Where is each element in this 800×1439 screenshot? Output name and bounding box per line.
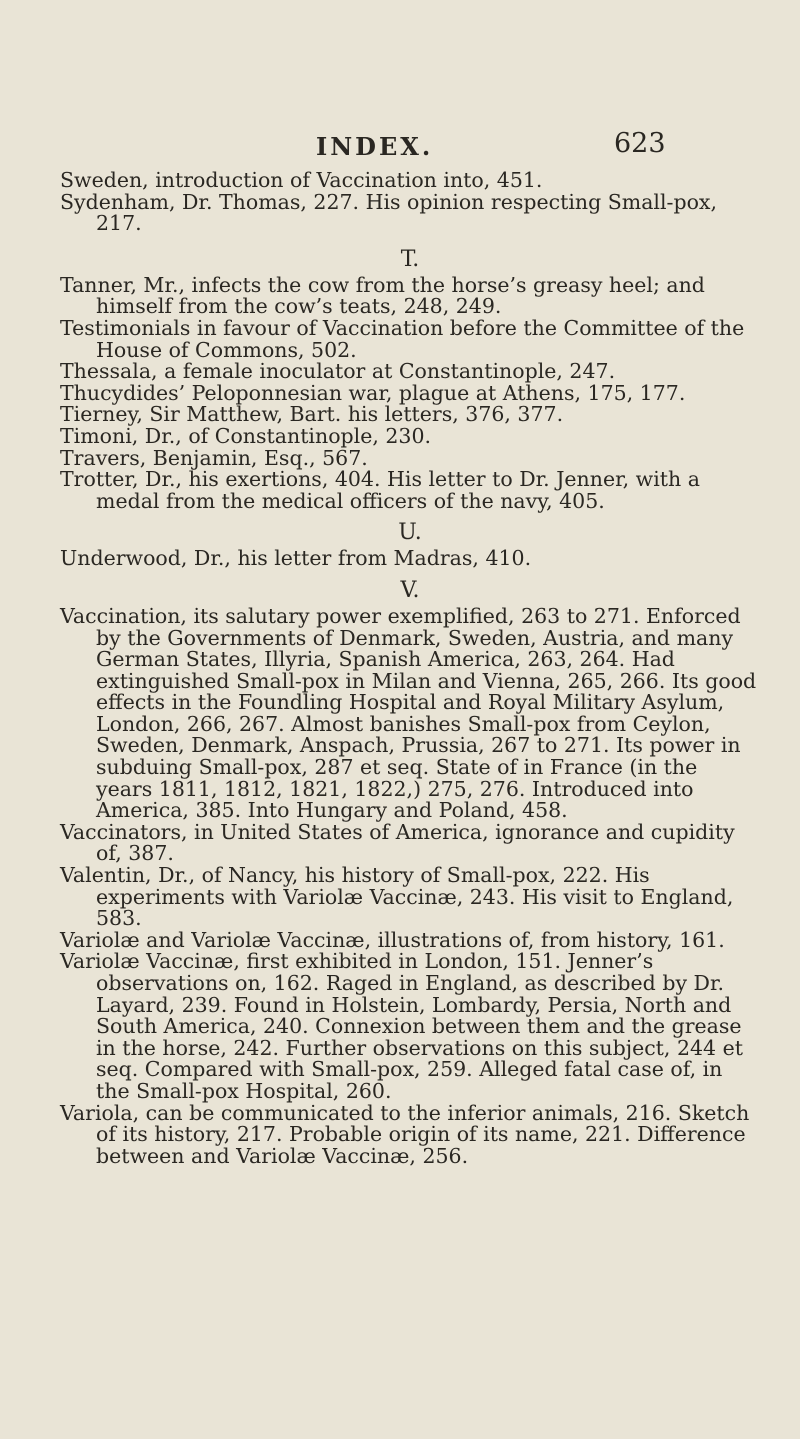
index-entry: Tanner, Mr., infects the cow from the horse’s greasy heel; and himself from the cow’s teats, 248, 249. bbox=[60, 272, 705, 319]
index-body bbox=[60, 170, 760, 1167]
index-entry: Vaccination, its salutary power exemplified, 263 to 271. Enforced by the Governments of Denmark, Sweden, Austria, and many German States, Illyria, Spanish America, 263, 264. Had extinguished Small-pox in Milan and Vienna, 265, 266. Its good effects in the Foundling Hospital and Royal Military Asylum, London, 266, 267. Almost banishes Small-pox from Ceylon, Sweden, Denmark, Anspach, Prussia, 267 to 271. Its power in subduing Small-pox, 287 et seq. State of in France (in the years 1811, 1812, 1821, 1822,) 275, 276. Introduced into America, 385. Into Hungary and Poland, 458. bbox=[60, 603, 757, 823]
section-letter-u: U. bbox=[398, 520, 422, 546]
index-entry: Thessala, a female inoculator at Constantinople, 247. bbox=[60, 359, 616, 384]
index-entry: Variolæ Vaccinæ, first exhibited in London, 151. Jenner’s observations on, 162. Raged in England, as described by Dr. Layard, 239. Found in Holstein, Lombardy, Persia, North and South America, 240. Connexion between them and the grease in the horse, 242. Further observations on this subject, 244 et seq. Compared with Small-pox, 259. Alleged fatal case of, in the Small-pox Hospital, 260. bbox=[60, 949, 743, 1103]
index-entry: Trotter, Dr., his exertions, 404. His letter to Dr. Jenner, with a medal from the medical officers of the navy, 405. bbox=[60, 467, 700, 513]
index-entry: Timoni, Dr., of Constantinople, 230. bbox=[60, 423, 432, 448]
index-entry: Testimonials in favour of Vaccination before the Committee of the House of Commons, 502. bbox=[60, 315, 745, 362]
index-entry: Tierney, Sir Matthew, Bart. his letters, 376, 377. bbox=[60, 402, 564, 427]
index-entry: Valentin, Dr., of Nancy, his history of Small-pox, 222. His experiments with Variolæ Vaccinæ, 243. His visit to England, 583. bbox=[60, 863, 734, 931]
section-letter-t: T. bbox=[400, 246, 420, 272]
running-title: INDEX. bbox=[316, 132, 434, 161]
index-entry: Thucydides’ Peloponnesian war, plague at Athens, 175, 177. bbox=[60, 380, 686, 405]
section-letter-v: V. bbox=[400, 577, 420, 603]
page-number: 623 bbox=[614, 128, 666, 159]
running-head bbox=[0, 128, 800, 168]
index-entry: Variola, can be communicated to the inferior animals, 216. Sketch of its history, 217. Probable origin of its name, 221. Difference between and Variolæ Vaccinæ, 256. bbox=[60, 1100, 750, 1168]
index-entry: Sydenham, Dr. Thomas, 227. His opinion respecting Small-pox, 217. bbox=[60, 189, 718, 236]
index-entry: Vaccinators, in United States of America, ignorance and cupidity of, 387. bbox=[60, 819, 735, 866]
index-entry: Underwood, Dr., his letter from Madras, 410. bbox=[60, 546, 532, 571]
index-entry: Travers, Benjamin, Esq., 567. bbox=[60, 445, 368, 470]
index-entry: Variolæ and Variolæ Vaccinæ, illustrations of, from history, 161. bbox=[60, 927, 725, 952]
index-entry: Sweden, introduction of Vaccination into, 451. bbox=[60, 168, 543, 192]
